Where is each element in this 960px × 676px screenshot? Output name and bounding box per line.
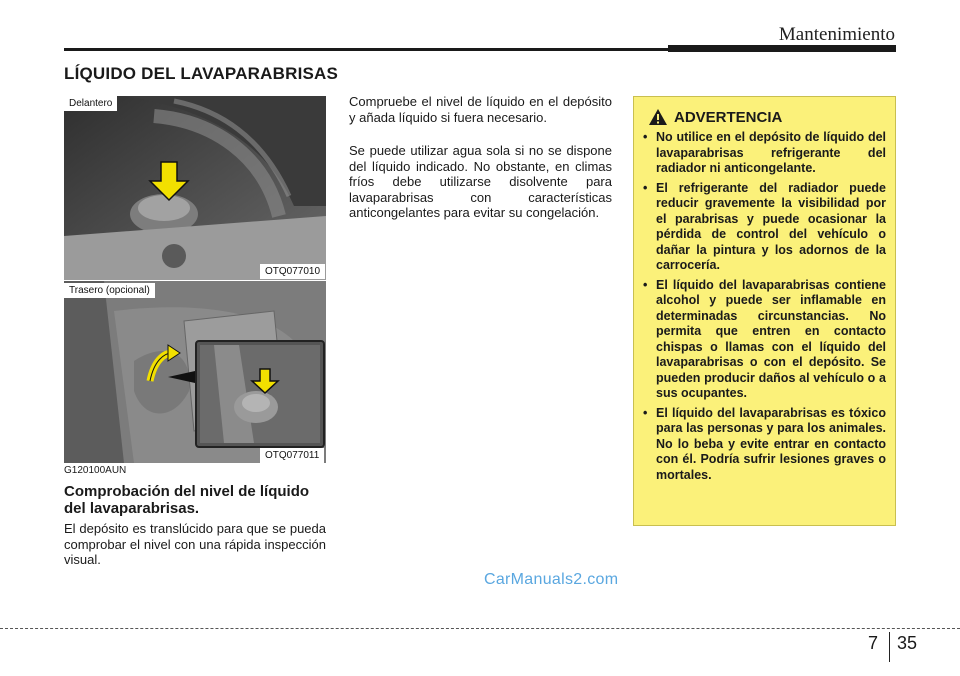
warning-item: • El líquido del lavaparabrisas es tóxico para las personas y para los animales. No lo beba y evite entrar en contacto con él. Podría sufrir lesiones graves o mortales. bbox=[642, 406, 886, 484]
page-number: 35 bbox=[897, 633, 918, 653]
section-title: LÍQUIDO DEL LAVAPARABRISAS bbox=[64, 64, 339, 83]
warning-box bbox=[633, 96, 896, 526]
running-header-title: Mantenimiento bbox=[778, 24, 895, 45]
middle-paragraph-2: Se puede utilizar agua sola si no se dispone del líquido indicado. No obstante, en climas fríos debe utilizarse disolvente para lavaparabrisas con características anticongelantes para evitar su congelación. bbox=[349, 143, 612, 220]
trunk-photo-rear bbox=[64, 281, 326, 463]
page-number-separator bbox=[889, 632, 890, 662]
warning-item: • El líquido del lavaparabrisas contiene alcohol y puede ser inflamable en determinadas circunstancias. No permita que entren en contacto chispas o llamas con el líquido del lavaparabrisas o con el depósito. Se pueden producir daños al vehículo o a sus ocupantes. bbox=[642, 278, 886, 402]
left-paragraph: El depósito es translúcido para que se pueda comprobar el nivel con una rápida inspección visual. bbox=[64, 521, 326, 567]
warning-title: ADVERTENCIA bbox=[674, 109, 783, 126]
warning-list bbox=[642, 130, 886, 487]
chapter-number: 7 bbox=[868, 633, 879, 653]
subsection-title: Comprobación del nivel de líquido del lavaparabrisas. bbox=[64, 483, 310, 517]
warning-item: • No utilice en el depósito de líquido del lavaparabrisas refrigerante del radiador ni anticongelante. bbox=[642, 130, 886, 177]
figure-tag-rear: Trasero (opcional) bbox=[64, 283, 155, 298]
middle-paragraph-1: Compruebe el nivel de líquido en el depósito y añada líquido si fuera necesario. bbox=[349, 94, 612, 125]
warning-item: • El refrigerante del radiador puede reducir gravemente la visibilidad por el parabrisas y puede ocasionar la pérdida de control del vehículo o dañar la pintura y los adornos de la carrocería. bbox=[642, 181, 886, 274]
engine-bay-photo-front bbox=[64, 96, 326, 280]
reference-code: G120100AUN bbox=[64, 465, 127, 476]
figure-tag-front: Delantero bbox=[64, 96, 117, 111]
watermark-link[interactable]: CarManuals2.com bbox=[484, 571, 619, 588]
figure-code-front: OTQ077010 bbox=[260, 264, 325, 279]
header-rule-accent bbox=[668, 45, 896, 52]
warning-triangle-icon bbox=[648, 108, 668, 131]
figure-code-rear: OTQ077011 bbox=[260, 448, 324, 463]
footer-rule bbox=[0, 628, 960, 629]
